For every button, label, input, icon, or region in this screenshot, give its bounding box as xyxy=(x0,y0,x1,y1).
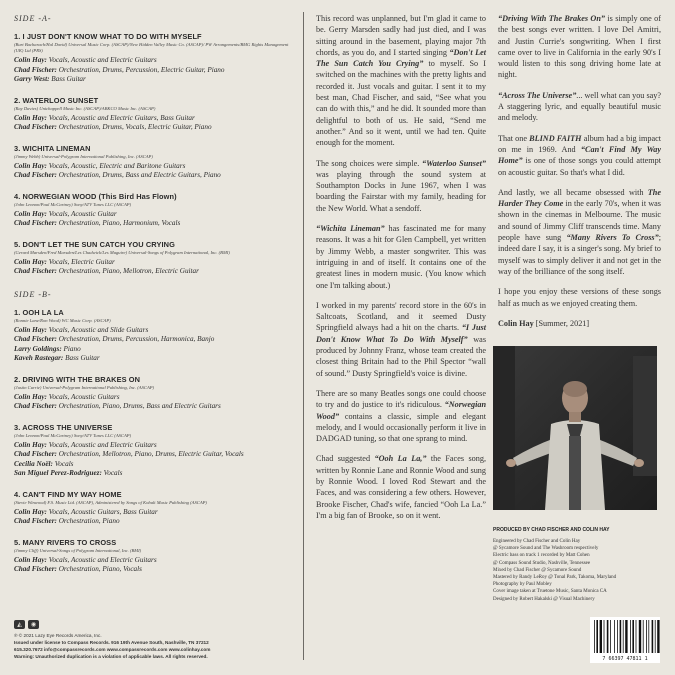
license-line: Issued under license to Compass Records. 916 19th Avenue South, Nashville, TN 37212 xyxy=(14,640,209,645)
track-title: 2. DRIVING WITH THE BRAKES ON xyxy=(14,374,141,384)
note-text: the Faces song, written by Ronnie Lane and Ronnie Wood and sung by Ronnie Wood. I loved Rod Stewart and the Faces, and was considering a few others. However, Brooke Fischer, Chad's wife, fancied “Ooh La La.” I'm a big fan of Brooke, so on it went. xyxy=(316,454,486,520)
barcode-bar xyxy=(600,620,602,653)
credit-name: Colin Hay: xyxy=(14,113,47,122)
liner-note-paragraph xyxy=(498,13,661,81)
barcode-bar xyxy=(614,620,615,653)
track-entry xyxy=(14,375,296,412)
credit-name: Larry Goldings: xyxy=(14,344,62,353)
credit-role: Orchestration, Piano xyxy=(58,517,120,525)
column-divider xyxy=(303,12,304,660)
track-credit xyxy=(14,335,296,345)
track-publisher: (Jimmy Webb) Universal-Polygram International Publishing, Inc. (ASCAP) xyxy=(14,153,153,159)
credit-name: Colin Hay: xyxy=(14,257,47,266)
barcode-bar xyxy=(623,620,624,653)
credit-line: Designed by Robert Hakalski @ Visual Machinery xyxy=(493,596,595,602)
liner-notes-right xyxy=(498,13,661,329)
note-text: That one xyxy=(498,133,530,143)
track-publisher: (Stevie Winwood) F.S. Music Ltd. (ASCAP), Administered by Songs of Kobalt Music Publishing (ASCAP) xyxy=(14,499,207,505)
track-credit xyxy=(14,402,296,412)
note-text: ; indeed dare I say, it is a singer's song. My brief to myself was to simply deliver it and not get in the way of the brilliance of the song itself. xyxy=(498,233,661,276)
credit-name: Colin Hay: xyxy=(14,440,47,449)
signature-date: [Summer, 2021] xyxy=(535,318,590,328)
liner-note-paragraph xyxy=(498,133,661,178)
credit-name: Kaveh Rastegar: xyxy=(14,354,64,362)
barcode xyxy=(590,617,660,663)
note-text: is simply one of the best songs ever written. I love Del Amitri, and Justin Currie's songwriting. When I first came over to live in California in the early 90's I would listen to this song driving home late at night. xyxy=(498,14,661,80)
label-footer xyxy=(14,620,296,660)
liner-note-paragraph xyxy=(498,90,661,124)
track-title: 5. DON'T LET THE SUN CATCH YOU CRYING xyxy=(14,239,175,249)
credit-name: Chad Fischer: xyxy=(14,65,57,74)
note-text: The song choices were simple. xyxy=(316,158,423,168)
note-text: was playing through the sound system at Southampton Docks in June 1967, when I was boarding the Fairstar with my family, heading for the New World. What a sendoff. xyxy=(316,169,486,213)
signature xyxy=(498,318,661,329)
track-credit xyxy=(14,517,296,527)
song-title-emphasis: “Waterloo Sunset” xyxy=(422,158,486,168)
track-publisher: (John Lennon/Paul McCartney) Sony/ATV Tunes LLC (ASCAP) xyxy=(14,201,132,207)
credit-name: Chad Fischer: xyxy=(14,267,57,275)
note-text: in the early 70's, when it was shown in the cinemas in Melbourne. The music and sound of Jimmy Cliff transcends time. Many people have sung xyxy=(498,199,661,243)
credit-name: Chad Fischer: xyxy=(14,219,57,227)
tracklist xyxy=(14,14,296,586)
credit-role: Piano xyxy=(63,344,81,353)
credit-name: Colin Hay: xyxy=(14,56,47,64)
barcode-bar xyxy=(657,620,659,653)
track-title: 4. NORWEGIAN WOOD (This Bird Has Flown) xyxy=(14,191,177,201)
barcode-bar xyxy=(607,620,609,653)
track-publisher: (John Lennon/Paul McCartney) Sony/ATV Tunes LLC (ASCAP) xyxy=(14,432,132,438)
track-credit xyxy=(14,508,296,518)
track-entry xyxy=(14,32,296,85)
barcode-number: 7 66397 47811 1 xyxy=(602,656,648,662)
track-credit xyxy=(14,354,296,364)
credit-role: Vocals, Acoustic and Electric Guitars xyxy=(48,56,157,64)
barcode-bar xyxy=(643,620,644,653)
credit-role: Bass Guitar xyxy=(65,354,100,362)
track-credit xyxy=(14,210,296,220)
note-text: I worked in my parents' record store in the 60's in Saltcoats, Scotland, and it seemed Dusty Springfield always had a hit on the charts. xyxy=(316,300,486,333)
credit-name: Chad Fischer: xyxy=(14,517,57,525)
song-title-emphasis: “Ooh La La,” xyxy=(374,454,427,464)
track-credit xyxy=(14,565,296,575)
credit-name: Chad Fischer: xyxy=(14,565,57,573)
song-title-emphasis: “Across The Universe” xyxy=(498,90,577,100)
barcode-bar xyxy=(652,620,654,653)
track-credit xyxy=(14,75,296,85)
song-title-emphasis: “I Just Don't Know What To Do With Myself” xyxy=(316,323,486,344)
track-entry xyxy=(14,490,296,527)
song-title-emphasis: The Harder They Come xyxy=(498,187,661,209)
note-text: There are so many Beatles songs one could choose to try and do justice to it's ridiculous. xyxy=(316,388,486,410)
credit-line: Cover image taken at Truetone Music, Santa Monica CA xyxy=(493,589,607,595)
song-title-emphasis: “Wichita Lineman” xyxy=(316,224,385,234)
credit-role: Bass Guitar xyxy=(51,75,86,83)
signature-name: Colin Hay xyxy=(498,318,534,328)
track-credit xyxy=(14,171,296,181)
song-title-emphasis: “Many Rivers To Cross” xyxy=(566,233,659,243)
track-credit xyxy=(14,326,296,336)
barcode-bar xyxy=(604,620,605,653)
credit-name: Colin Hay: xyxy=(14,555,47,564)
credit-name: Colin Hay: xyxy=(14,325,47,334)
producer-heading: PRODUCED BY CHAD FISCHER AND COLIN HAY xyxy=(493,527,610,533)
credit-name: Chad Fischer: xyxy=(14,450,57,458)
track-entry xyxy=(14,192,296,229)
compass-logo-icon: ◭ xyxy=(14,620,25,629)
credit-role: Orchestration, Mellotron, Piano, Drums, Electric Guitar, Vocals xyxy=(58,450,244,458)
credit-role: Vocals, Acoustic and Electric Guitars xyxy=(48,440,157,449)
track-publisher: (Justin Currie) Universal-Polygram International Publishing, Inc. (ASCAP) xyxy=(14,384,155,390)
track-title: 3. WICHITA LINEMAN xyxy=(14,143,91,153)
credit-name: Chad Fischer: xyxy=(14,402,57,410)
track-publisher: (Gerard Marsden/Fred Marsden/Les Chadwick/Les Maguire) Universal-Songs of Polygram International, Inc. (BMI) xyxy=(14,249,230,255)
credit-role: Vocals xyxy=(54,459,74,468)
song-title-emphasis: BLIND FAITH xyxy=(529,133,582,143)
track-credit xyxy=(14,345,296,355)
credit-role: Vocals, Acoustic Guitar xyxy=(48,209,117,218)
liner-note-paragraph xyxy=(316,388,486,444)
liner-notes-middle xyxy=(316,13,486,530)
credit-line: Mixed by Chad Fischer @ Sycamore Sound xyxy=(493,567,582,573)
credit-name: Chad Fischer: xyxy=(14,123,57,131)
track-publisher: (Ray Davies) Unichappell Music Inc. (ASCAP)/ABKCO Music Inc. (ASCAP) xyxy=(14,105,156,111)
credit-role: Orchestration, Drums, Vocals, Electric Guitar, Piano xyxy=(58,123,212,131)
side-label: SIDE -A- xyxy=(14,14,52,23)
track-entry xyxy=(14,538,296,575)
track-credit xyxy=(14,219,296,229)
artist-photo xyxy=(493,346,657,510)
track-credit xyxy=(14,393,296,403)
note-text: is one of those songs you could attempt on acoustic guitar. So that's what I did. xyxy=(498,156,661,177)
track-entry xyxy=(14,308,296,364)
barcode-bar xyxy=(636,620,637,653)
credit-role: Orchestration, Piano, Vocals xyxy=(58,565,142,573)
note-text: has fascinated me for many reasons. It was a hit for Glen Campbell, yet written by Jimmy Webb, a master songwriter. This was intriguing in and of itself. It contains one of the greatest lines in modern music. (You know which one I'm talking about.) xyxy=(316,224,487,290)
track-title: 4. CAN'T FIND MY WAY HOME xyxy=(14,489,122,499)
track-title: 1. I JUST DON'T KNOW WHAT TO DO WITH MYSELF xyxy=(14,32,202,41)
note-text: album had a big impact on me in 1969. And xyxy=(498,133,662,154)
liner-note-paragraph xyxy=(498,286,661,309)
credit-name: Colin Hay: xyxy=(14,392,47,401)
track-credit xyxy=(14,450,296,460)
barcode-bar xyxy=(655,620,656,653)
label-logos xyxy=(14,620,296,629)
credit-name: San Miguel Perez-Rodriguez: xyxy=(14,469,102,477)
barcode-bar xyxy=(625,620,627,653)
note-text: And lastly, we all became obsessed with xyxy=(498,187,648,197)
copyright-line: ℗ © 2021 Lazy Eye Records America, Inc. xyxy=(14,633,102,638)
credit-name: Colin Hay: xyxy=(14,209,47,218)
credit-role: Vocals, Electric Guitar xyxy=(48,257,115,266)
credit-role: Orchestration, Piano, Harmonium, Vocals xyxy=(58,219,181,227)
track-title: 5. MANY RIVERS TO CROSS xyxy=(14,537,117,547)
note-text: I hope you enjoy these versions of these songs half as much as we enjoyed creating them. xyxy=(498,287,661,308)
barcode-bar xyxy=(610,620,611,653)
credit-line: Electric bass on track 1 recorded by Matt Cohen xyxy=(493,553,590,559)
contact-line: 615.320.7672 info@compassrecords.com www.compassrecords.com www.colinhay.com xyxy=(14,647,211,652)
credit-line: @ Sycamore Sound and The Washroom respectively xyxy=(493,546,599,552)
liner-note-paragraph xyxy=(316,158,486,214)
credit-line: Engineered by Chad Fischer and Colin Hay xyxy=(493,539,581,544)
credit-role: Vocals, Acoustic Guitars, Bass Guitar xyxy=(48,507,158,516)
credit-role: Orchestration, Piano, Mellotron, Electric Guitar xyxy=(58,267,199,275)
track-credit xyxy=(14,460,296,470)
track-entry xyxy=(14,423,296,479)
track-title: 3. ACROSS THE UNIVERSE xyxy=(14,422,113,432)
track-publisher: (Jimmy Cliff) Universal-Songs of Polygram International, Inc. (BMI) xyxy=(14,547,142,553)
barcode-bar xyxy=(594,620,595,653)
track-credit xyxy=(14,162,296,172)
liner-note-paragraph xyxy=(316,300,486,379)
barcode-bar xyxy=(639,620,641,653)
credit-line: Photography by Paul Mobley xyxy=(493,582,552,588)
credit-name: Colin Hay: xyxy=(14,507,47,516)
barcode-bar xyxy=(596,620,598,653)
credit-name: Cecilia Noël: xyxy=(14,459,53,468)
track-credit xyxy=(14,469,296,479)
lazy-eye-logo-icon: ◉ xyxy=(28,620,39,629)
barcode-bar xyxy=(648,620,649,653)
note-text: was produced by Johnny Franz, whose team created the closest thing Britain had to the Phil Spector “wall of sound.” Dusty Springfield's voice is divine. xyxy=(316,334,487,378)
barcode-graphic xyxy=(590,617,660,663)
production-credits xyxy=(493,527,663,603)
track-entry xyxy=(14,144,296,181)
track-credit xyxy=(14,66,296,76)
note-text: ... well what can you say? A staggering lyric, and equally beautiful music and melody. xyxy=(498,90,662,123)
credit-line: Mastered by Randy LeRoy @ Tonal Park, Takoma, Maryland xyxy=(493,575,617,581)
side-label: SIDE -B- xyxy=(14,289,52,299)
credit-role: Vocals, Acoustic and Electric Guitars, Bass Guitar xyxy=(48,113,195,122)
credit-role: Orchestration, Drums, Bass and Electric Guitars, Piano xyxy=(58,171,221,179)
track-credit xyxy=(14,56,296,66)
credit-lines xyxy=(493,538,663,603)
liner-note-paragraph xyxy=(316,223,486,291)
note-text: to myself. So I switched on the machines with the pretty lights and recorded it. Just vocals and guitar. I sent it to my best man, Chad Fischer, and said, “See what you can do with this,” and he did. It sounded more than delightful to both of us. He said, “Send me another.” And so it went, until we had ten. Quite enough for the moment. xyxy=(316,59,486,148)
song-title-emphasis: “Can't Find My Way Home” xyxy=(498,144,661,166)
note-text: contains a classic, simple and elegant melody, and I would occasionally perform it live in DADGAD tuning, so that one sprang to mind. xyxy=(316,411,486,444)
track-credit xyxy=(14,123,296,133)
credit-role: Orchestration, Drums, Percussion, Harmonica, Banjo xyxy=(58,335,215,343)
track-title: 1. OOH LA LA xyxy=(14,307,64,317)
barcode-bar xyxy=(646,620,647,653)
liner-note-paragraph xyxy=(498,187,661,277)
track-credit xyxy=(14,114,296,124)
barcode-bar xyxy=(620,620,622,653)
track-publisher: (Burt Bacharach/Hal David) Universal Music Corp. (ASCAP)/New Hidden Valley Music Co. (ASCAP)/ PW Arrangements/BMG Rights Management (UK) Ltd (PRS) xyxy=(14,42,289,53)
song-title-emphasis: “Driving With The Brakes On” xyxy=(498,14,605,23)
credit-role: Vocals, Acoustic, Electric and Baritone Guitars xyxy=(48,161,186,170)
credit-role: Orchestration, Drums, Percussion, Electric Guitar, Piano xyxy=(58,65,225,74)
warning-line: Warning: Unauthorized duplication is a violation of applicable laws. All rights reserved. xyxy=(14,654,208,659)
artist-photo-image xyxy=(493,346,657,510)
credit-role: Vocals xyxy=(103,469,123,477)
note-text: Chad suggested xyxy=(316,454,375,464)
track-entry xyxy=(14,96,296,133)
credit-name: Chad Fischer: xyxy=(14,335,57,343)
track-credit xyxy=(14,258,296,268)
song-title-emphasis: “Norwegian Wood” xyxy=(316,400,486,421)
credit-role: Vocals, Acoustic and Slide Guitars xyxy=(48,325,149,334)
credit-name: Chad Fischer: xyxy=(14,171,57,179)
credit-role: Orchestration, Piano, Drums, Bass and Electric Guitars xyxy=(58,402,221,410)
song-title-emphasis: “Don't Let The Sun Catch You Crying” xyxy=(316,47,486,69)
track-entry xyxy=(14,240,296,277)
credit-role: Vocals, Acoustic and Electric Guitars xyxy=(48,555,157,564)
barcode-bar xyxy=(630,620,631,653)
liner-note-paragraph xyxy=(316,13,486,149)
credit-role: Vocals, Acoustic Guitars xyxy=(48,392,120,401)
barcode-bar xyxy=(632,620,634,653)
track-credit xyxy=(14,556,296,566)
credit-name: Colin Hay: xyxy=(14,161,47,170)
track-publisher: (Ronnie Lane/Ron Wood) WC Music Corp. (ASCAP) xyxy=(14,317,111,323)
track-title: 2. WATERLOO SUNSET xyxy=(14,95,99,105)
credit-line: @ Compass Sound Studio, Nashville, Tennessee xyxy=(493,560,591,566)
liner-note-paragraph xyxy=(316,453,486,521)
track-credit xyxy=(14,441,296,451)
credit-name: Garry West: xyxy=(14,75,50,83)
note-text: This record was unplanned, but I'm glad it came to be. Gerry Marsden sadly had just died, and I was sitting around in the basement, playing major 7th chords, as you do, and I started singing xyxy=(316,14,486,57)
barcode-bar xyxy=(617,620,618,653)
track-credit xyxy=(14,267,296,277)
